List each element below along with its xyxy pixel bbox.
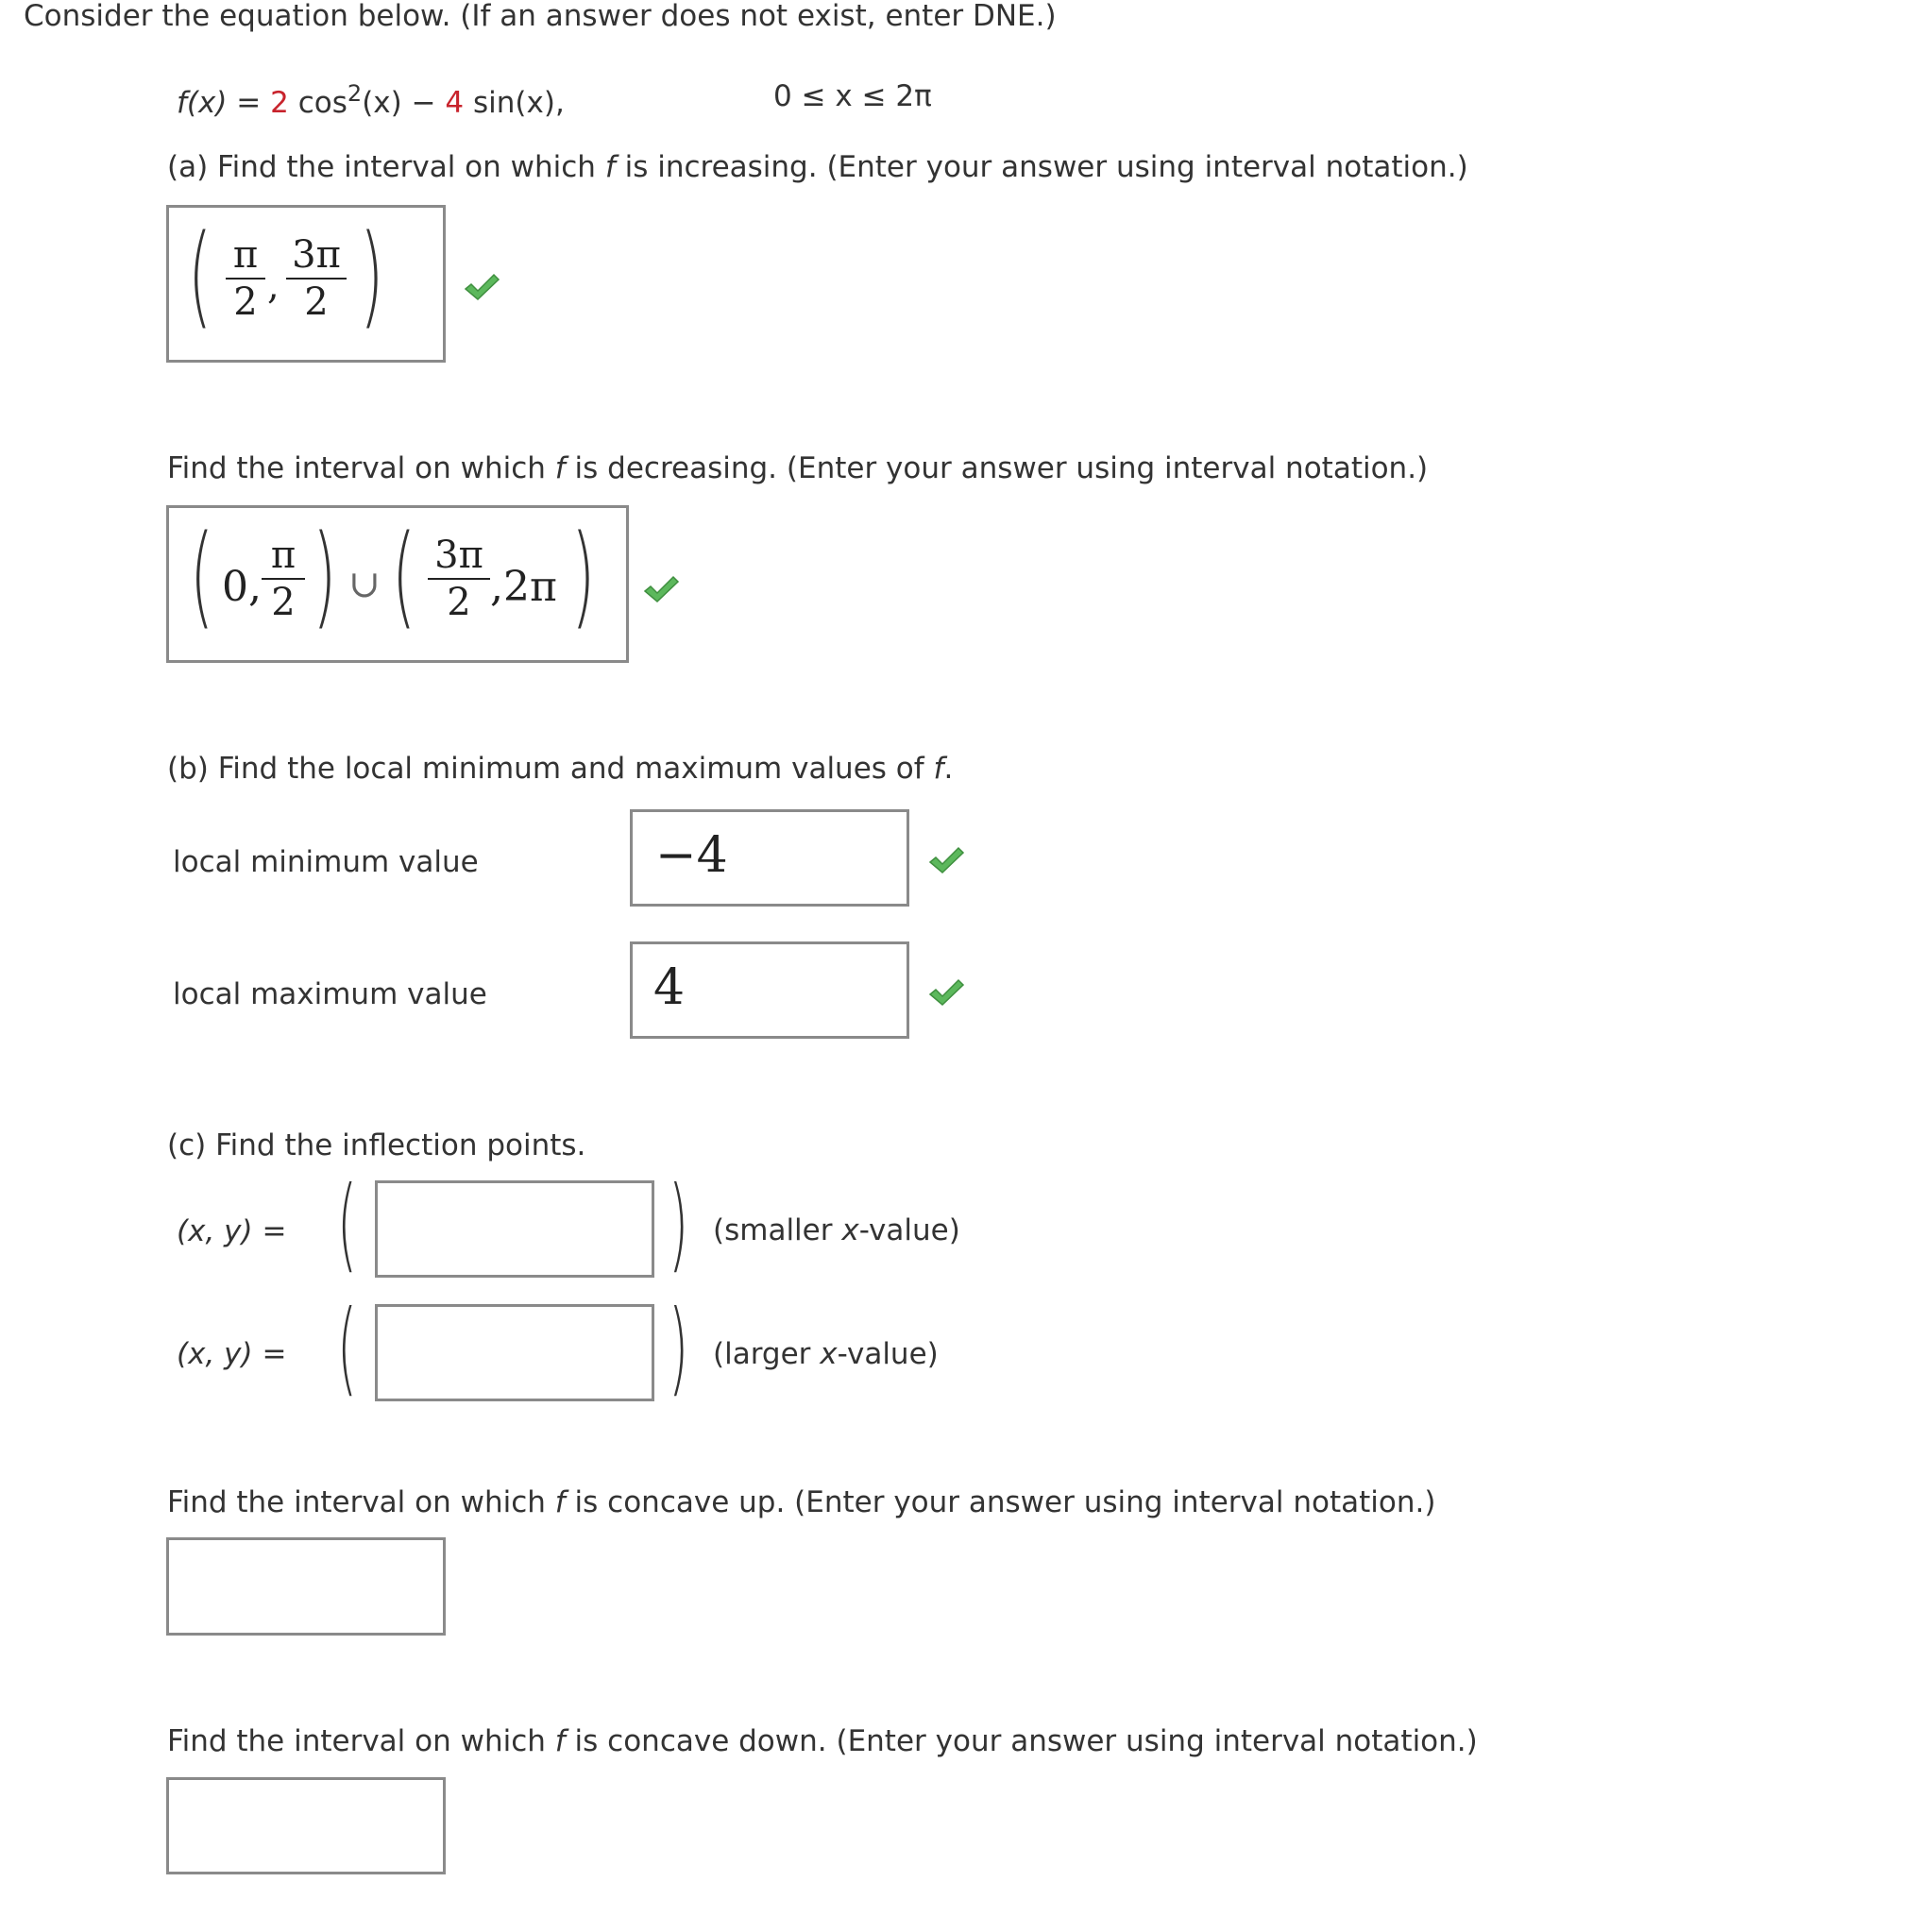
left-paren: ( — [190, 510, 214, 640]
equation-term-1-arg: (x) − — [362, 86, 436, 120]
equation-term-2: sin(x), — [473, 86, 565, 120]
prompt-variable: f — [933, 752, 944, 786]
inflection-point-1-input[interactable] — [375, 1180, 654, 1278]
fraction-bar — [428, 578, 490, 580]
concave-up-input[interactable] — [166, 1537, 446, 1636]
note-text: -value) — [858, 1213, 960, 1247]
prompt-text: . — [943, 752, 954, 786]
part-c-prompt: (c) Find the inflection points. — [167, 1128, 586, 1162]
equation-exponent: 2 — [347, 80, 363, 107]
equation-domain: 0 ≤ x ≤ 2π — [773, 79, 932, 113]
union-symbol: ∪ — [348, 563, 381, 606]
numerator: π — [270, 534, 297, 577]
equation — [177, 82, 565, 118]
part-b-prompt — [167, 752, 954, 786]
fraction-bar — [286, 278, 347, 280]
note-variable: x — [841, 1213, 859, 1247]
right-paren: ) — [313, 510, 337, 640]
comma: , — [267, 264, 280, 308]
intro-text: Consider the equation below. (If an answer does not exist, enter DNE.) — [24, 0, 1057, 33]
prompt-text: (b) Find the local minimum and maximum values of — [167, 752, 934, 786]
prompt-text: is concave down. (Enter your answer using interval notation.) — [565, 1724, 1478, 1758]
numerator: 3π — [292, 233, 341, 277]
concave-down-input[interactable] — [166, 1777, 446, 1874]
prompt-variable: f — [554, 451, 566, 485]
prompt-variable: f — [554, 1485, 566, 1519]
right-paren: ) — [669, 1289, 689, 1407]
xy-label-2: (x, y) = — [177, 1337, 287, 1371]
increasing-answer-box[interactable] — [166, 205, 446, 363]
smaller-x-note — [713, 1213, 960, 1247]
right-paren: ) — [669, 1165, 689, 1283]
local-min-value: −4 — [655, 827, 728, 884]
equation-coef-2: 4 — [445, 86, 465, 120]
equation-term-1: cos — [297, 86, 347, 120]
local-max-label: local maximum value — [173, 977, 487, 1011]
prompt-text: (a) Find the interval on which — [167, 150, 605, 184]
fraction-3pi-over-2 — [428, 534, 490, 624]
denominator: 2 — [233, 280, 258, 324]
left-paren: ( — [188, 210, 212, 340]
equation-coef-1: 2 — [270, 86, 289, 120]
check-icon — [927, 977, 965, 1008]
note-text: (larger — [713, 1337, 821, 1371]
prompt-text: is concave up. (Enter your answer using interval notation.) — [565, 1485, 1436, 1519]
numerator: π — [232, 233, 259, 277]
check-icon — [927, 845, 965, 875]
note-variable: x — [820, 1337, 838, 1371]
fraction-pi-over-2 — [226, 233, 265, 324]
left-paren: ( — [337, 1289, 358, 1407]
denominator: 2 — [304, 280, 329, 324]
xy-label-1: (x, y) = — [177, 1214, 287, 1248]
note-text: -value) — [837, 1337, 939, 1371]
local-min-label: local minimum value — [173, 845, 479, 879]
fraction-bar — [262, 578, 305, 580]
right-paren: ) — [571, 510, 596, 640]
check-icon — [463, 272, 500, 302]
prompt-variable: f — [604, 150, 616, 184]
right-paren: ) — [360, 210, 384, 340]
decreasing-prompt — [167, 451, 1429, 485]
local-max-value: 4 — [653, 959, 686, 1016]
fraction-3pi-over-2 — [286, 233, 347, 324]
inflection-point-2-input[interactable] — [375, 1304, 654, 1401]
numerator: 3π — [434, 534, 483, 577]
decreasing-answer-box[interactable] — [166, 505, 629, 663]
concave-down-prompt — [167, 1724, 1478, 1758]
concave-up-prompt — [167, 1485, 1436, 1519]
prompt-text: Find the interval on which — [167, 1724, 555, 1758]
prompt-text: Find the interval on which — [167, 451, 555, 485]
zero-comma: 0, — [222, 563, 262, 611]
left-paren: ( — [392, 510, 416, 640]
local-min-input[interactable] — [630, 809, 909, 907]
part-a-prompt — [167, 150, 1468, 184]
denominator: 2 — [447, 581, 471, 624]
left-paren: ( — [337, 1165, 358, 1283]
prompt-text: is decreasing. (Enter your answer using interval notation.) — [565, 451, 1429, 485]
prompt-variable: f — [554, 1724, 566, 1758]
prompt-text: Find the interval on which — [167, 1485, 555, 1519]
fraction-pi-over-2 — [262, 534, 305, 624]
check-icon — [642, 574, 680, 604]
equation-lhs: f(x) = — [177, 86, 262, 120]
two-pi: ,2π — [490, 563, 557, 611]
note-text: (smaller — [713, 1213, 842, 1247]
fraction-bar — [226, 278, 265, 280]
denominator: 2 — [271, 581, 296, 624]
larger-x-note — [713, 1337, 939, 1371]
prompt-text: is increasing. (Enter your answer using interval notation.) — [615, 150, 1468, 184]
local-max-input[interactable] — [630, 941, 909, 1039]
